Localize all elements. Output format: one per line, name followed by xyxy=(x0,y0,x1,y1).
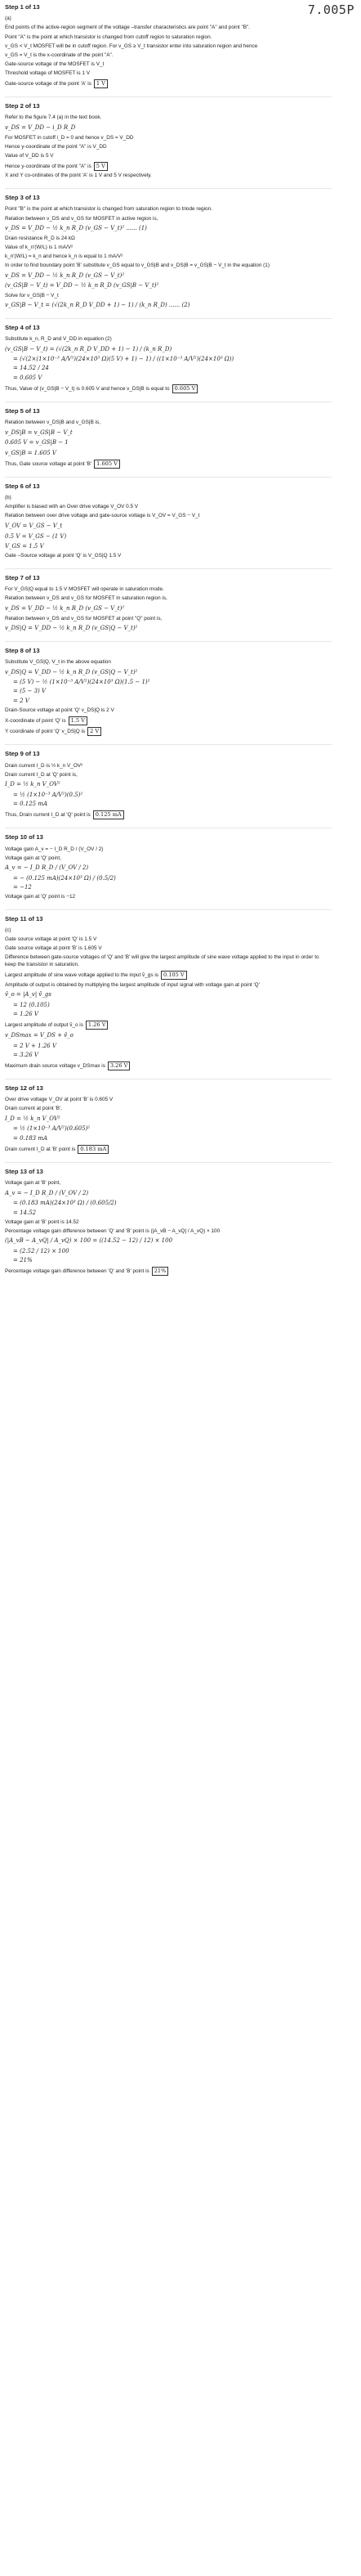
text-line: X and Y co-ordinates of the point 'A' is 1 V and 5 V respectively. xyxy=(5,173,152,179)
equation: = 1.26 V xyxy=(13,1011,38,1018)
step-title: Step 2 of 13 xyxy=(5,102,40,110)
equation: (v_GS|B − V_t) = V_DD − ½ k_n R_D (v_GS|B − V_t)² xyxy=(5,282,159,289)
step-13 xyxy=(5,1168,332,1276)
answer-box: 5 V xyxy=(94,162,108,171)
equation: = ½ (1×10⁻³ A/V²)(0.5)² xyxy=(13,791,83,798)
equation: v_DS = V_DD − ½ k_n R_D (v_GS − V_t)² xyxy=(5,272,125,279)
text-line: Relation between v_DS and v_GS for MOSFET at point "Q" point is, xyxy=(5,615,163,622)
part-label: (c) xyxy=(5,927,11,933)
answer-line xyxy=(5,727,332,736)
answer-text: Largest amplitude of sine wave voltage applied to the input v̂_gs is xyxy=(5,972,158,979)
equation: I_D = ½ k_n V_OV² xyxy=(5,1115,60,1122)
step-title: Step 4 of 13 xyxy=(5,323,40,331)
part-label: (b) xyxy=(5,495,11,501)
answer-line xyxy=(5,79,332,88)
text-line: Relation between v_DS|B and v_GS|B is, xyxy=(5,420,100,425)
answer-line xyxy=(5,384,332,393)
text-line: Point "A" is the point at which transistor is changed from cutoff region to saturation region. xyxy=(5,34,212,40)
divider xyxy=(5,744,332,745)
text-line: Solve for v_GS|B − V_t xyxy=(5,292,59,298)
answer-text: Thus, Gate source voltage at point 'B' xyxy=(5,460,92,467)
equation: = ½ (1×10⁻³ A/V²)(0.605)² xyxy=(13,1125,91,1133)
divider xyxy=(5,1162,332,1163)
answer-line xyxy=(5,1061,332,1070)
answer-line xyxy=(5,810,332,819)
equation: A_v = − I_D R_D / (V_OV / 2) xyxy=(5,864,89,872)
step-2 xyxy=(5,102,332,180)
step-12 xyxy=(5,1084,332,1154)
answer-line xyxy=(5,971,332,980)
step-3 xyxy=(5,194,332,309)
step-title: Step 9 of 13 xyxy=(5,750,40,758)
equation: V_GS = 1.5 V xyxy=(5,543,44,550)
divider xyxy=(5,641,332,642)
step-4 xyxy=(5,324,332,393)
divider xyxy=(5,477,332,478)
equation: I_D = ½ k_n V_OV² xyxy=(5,781,60,788)
step-title: Step 12 of 13 xyxy=(5,1084,43,1092)
equation: = −12 xyxy=(13,884,32,891)
text-line: Voltage gain A_v = − I_D R_D / (V_OV / 2) xyxy=(5,846,104,852)
answer-line xyxy=(5,1145,332,1154)
equation: = 2 V xyxy=(13,697,29,704)
equation: 0.605 V = v_GS|B − 1 xyxy=(5,439,69,447)
step-7 xyxy=(5,574,332,633)
equation: 0.5 V = V_GS − (1 V) xyxy=(5,532,67,540)
text-line: Voltage gain at 'Q' point is −12 xyxy=(5,894,76,900)
text-line: Substitute k_n, R_D and V_DD in equation (2) xyxy=(5,335,112,342)
equation: A_v = − I_D R_D / (V_OV / 2) xyxy=(5,1189,89,1196)
divider xyxy=(5,188,332,189)
equation: = 14.52 / 24 xyxy=(13,365,49,372)
answer-text: Drain current I_D at 'B' point is xyxy=(5,1146,76,1152)
answer-text: Thus, Value of (v_GS|B − V_t) is 0.605 V and hence v_DS|B is equal to xyxy=(5,385,170,392)
answer-box: 3.26 V xyxy=(108,1061,131,1070)
text-line: Relation between v_DS and v_GS for MOSFET in saturation region is, xyxy=(5,595,167,602)
step-title: Step 3 of 13 xyxy=(5,194,40,202)
answer-text: Maximum drain source voltage v_DSmax is xyxy=(5,1062,105,1069)
answer-box: 1.5 V xyxy=(69,716,87,725)
text-line: Drain resistance R_D is 24 kΩ xyxy=(5,235,75,241)
equation: v_DS|B = v_GS|B − V_t xyxy=(5,429,73,436)
step-title: Step 1 of 13 xyxy=(5,3,40,11)
text-line: Threshold voltage of MOSFET is 1 V xyxy=(5,70,90,77)
text-line: Drain current I_D at 'Q' point is, xyxy=(5,771,78,778)
answer-line xyxy=(5,460,332,469)
answer-text: Gate-source voltage of the point 'A' is xyxy=(5,81,91,88)
divider xyxy=(5,318,332,319)
answer-line xyxy=(5,1021,332,1030)
step-11 xyxy=(5,915,332,1070)
answer-box: 0.183 mA xyxy=(78,1145,109,1154)
text-line: Drain-Source voltage at point 'Q' v_DS|Q is 2 V xyxy=(5,707,114,713)
equation: = − (0.125 mA)(24×10³ Ω) / (0.5/2) xyxy=(13,874,116,882)
text-line: v_GS = V_t is the x-coordinate of the point "A". xyxy=(5,52,114,58)
step-9 xyxy=(5,750,332,819)
text-line: In order to find boundary point 'B' substitute v_GS equal to v_GS|B and v_DS|B = v_GS|B − V_t in the equation (1) xyxy=(5,263,270,269)
step-6 xyxy=(5,482,332,560)
answer-box: 0.605 V xyxy=(172,384,198,393)
text-line: Relation between v_DS and v_GS for MOSFET in active region is, xyxy=(5,215,158,222)
text-line: Drain current I_D is ½ k_n V_OV² xyxy=(5,762,83,769)
step-title: Step 6 of 13 xyxy=(5,482,40,490)
equation: = (5 V) − ½ (1×10⁻³ A/V²)(24×10³ Ω)(1.5 − 1)² xyxy=(13,678,150,685)
text-line: k_n'(W/L) = k_n and hence k_n is equal to 1 mA/V² xyxy=(5,253,123,259)
equation: v_DS|Q = V_DD − ½ k_n R_D (v_GS|Q − V_t)² xyxy=(5,668,138,675)
text-line: End points of the active-region segment of the voltage –transfer characteristics are point "A" and point "B". xyxy=(5,25,251,31)
text-line: Voltage gain at 'B' point is 14.52 xyxy=(5,1218,79,1225)
text-line: Gate-source voltage of the MOSFET is V_t xyxy=(5,61,105,67)
equation: = 0.183 mA xyxy=(13,1134,48,1142)
equation: (|A_vB − A_vQ| / A_vQ) × 100 = ((14.52 − 12) / 12) × 100 xyxy=(5,1237,173,1245)
text-line: Substitute V_GS|Q, V_t in the above equation xyxy=(5,658,111,665)
text-line: Point "B" is the point at which transistor is changed from saturation region to triode region. xyxy=(5,206,212,213)
equation: = 0.125 mA xyxy=(13,801,48,808)
equation: v_GS|B = 1.605 V xyxy=(5,449,56,456)
text-line: v_GS < V_t MOSFET will be in cutoff region. For v_GS ≥ V_t transistor enter into saturation region and hence xyxy=(5,43,258,49)
step-10 xyxy=(5,833,332,900)
answer-line xyxy=(5,162,332,171)
text-line: Gate –Source voltage at point 'Q' is V_GS|Q 1.5 V xyxy=(5,553,122,559)
text-line: Difference between gate-source voltages of 'Q' and 'B' will give the largest amplitude of sine wave voltage applied to the input in order to keep the transistor in saturation. xyxy=(5,954,319,968)
equation: = (0.183 mA)(24×10³ Ω) / (0.605/2) xyxy=(13,1200,117,1207)
answer-box: 1.605 V xyxy=(94,460,120,469)
step-title: Step 13 of 13 xyxy=(5,1167,43,1175)
step-title: Step 5 of 13 xyxy=(5,406,40,415)
step-title: Step 7 of 13 xyxy=(5,574,40,582)
equation: (v_GS|B − V_t) = (√(2k_n R_D V_DD + 1) − 1) / (k_n R_D) xyxy=(5,345,172,352)
text-line: Gate source voltage at point 'Q' is 1.5 V xyxy=(5,936,97,943)
step-title: Step 8 of 13 xyxy=(5,646,40,654)
equation: v_DS = V_DD − ½ k_n R_D (v_GS − V_t)² ...... (1) xyxy=(5,225,147,232)
equation: = 21% xyxy=(13,1257,33,1264)
text-line: Hence y-coordinate of the point "A" is V_DD xyxy=(5,143,107,150)
equation: v_GS|B − V_t = (√(2k_n R_D V_DD + 1) − 1) / (k_n R_D) ...... (2) xyxy=(5,302,190,309)
equation: = 2 V + 1.26 V xyxy=(13,1042,57,1049)
part-label: (a) xyxy=(5,16,11,22)
divider xyxy=(5,568,332,569)
text-line: Relation between over drive voltage and gate-source voltage is V_OV = V_GS − V_t xyxy=(5,513,200,519)
equation: v_DS|Q = V_DD − ½ k_n R_D (v_GS|Q − V_t)² xyxy=(5,625,138,632)
text-line: Refer to the figure 7.4 (a) in the text book. xyxy=(5,114,102,121)
divider xyxy=(5,96,332,97)
text-line: For V_GS|Q equal to 1.5 V MOSFET will operate in saturation mode. xyxy=(5,586,164,593)
equation: = (2.52 / 12) × 100 xyxy=(13,1247,69,1254)
text-line: Over drive voltage V_OV at point 'B' is 0.605 V xyxy=(5,1097,114,1103)
step-1 xyxy=(5,3,332,88)
text-line: Voltage gain at 'Q' point, xyxy=(5,855,61,861)
step-5 xyxy=(5,407,332,469)
step-title: Step 11 of 13 xyxy=(5,914,43,922)
answer-box: 1.26 V xyxy=(86,1021,109,1030)
equation: V_OV = V_GS − V_t xyxy=(5,523,63,530)
equation: v_DSmax = V_DS + v̂_o xyxy=(5,1032,74,1039)
problem-code: 7.005P xyxy=(307,2,354,17)
answer-line xyxy=(5,716,332,725)
text-line: For MOSFET in cutoff i_D = 0 and hence v_DS = V_DD xyxy=(5,134,134,141)
answer-box: 21% xyxy=(152,1267,169,1276)
step-title: Step 10 of 13 xyxy=(5,833,43,841)
equation: = 12 (0.105) xyxy=(13,1001,50,1008)
text-line: Value of V_DD is 5 V xyxy=(5,152,54,159)
text-line: Drain current at point 'B', xyxy=(5,1106,62,1112)
answer-text: Y coordinate of point 'Q' v_DS|Q is xyxy=(5,729,86,735)
answer-box: 0.125 mA xyxy=(93,810,124,819)
text-line: Gate source voltage at point 'B' is 1.605 V xyxy=(5,945,102,952)
answer-line xyxy=(5,1267,332,1276)
equation: = 0.605 V xyxy=(13,374,42,381)
answer-text: Percentage voltage gain difference between 'Q' and 'B' point is xyxy=(5,1268,149,1275)
text-line: Amplifier is biased with an Over drive voltage V_OV 0.5 V xyxy=(5,504,139,510)
equation: v̂_o = |A_v| v̂_gs xyxy=(5,991,51,999)
solution-document xyxy=(5,3,332,1284)
equation: = 14.52 xyxy=(13,1209,37,1216)
equation: v_DS = V_DD − ½ k_n R_D (v_GS − V_t)² xyxy=(5,605,125,613)
answer-text: Hence y-coordinate of the point "A" is xyxy=(5,163,91,169)
equation: = (√(2×(1×10⁻³ A/V²)(24×10³ Ω)(5 V) + 1) − 1) / ((1×10⁻³ A/V²)(24×10³ Ω)) xyxy=(13,355,234,362)
equation: v_DS = V_DD − i_D R_D xyxy=(5,124,76,132)
text-line: Voltage gain at 'B' point, xyxy=(5,1180,61,1187)
answer-text: Thus, Drain current I_D at 'Q' point is xyxy=(5,812,91,819)
step-8 xyxy=(5,647,332,737)
answer-box: 0.105 V xyxy=(161,971,187,980)
answer-text: X-coordinate of point 'Q' is xyxy=(5,717,66,724)
divider xyxy=(5,909,332,910)
text-line: Amplitude of output is obtained by multiplying the largest amplitude of input signal with voltage gain at point 'Q' xyxy=(5,981,260,988)
answer-text: Largest amplitude of output v̂_o is xyxy=(5,1022,83,1029)
equation: = (5 − 3) V xyxy=(13,688,47,695)
answer-box: 1 V xyxy=(94,79,108,88)
equation: = 3.26 V xyxy=(13,1052,38,1059)
text-line: Value of k_n'(W/L) is 1 mA/V² xyxy=(5,244,74,250)
text-line: Percentage voltage gain difference between 'Q' and 'B' point is (|A_vB − A_vQ| / A_vQ) × 100 xyxy=(5,1227,221,1234)
answer-box: 2 V xyxy=(87,727,101,736)
